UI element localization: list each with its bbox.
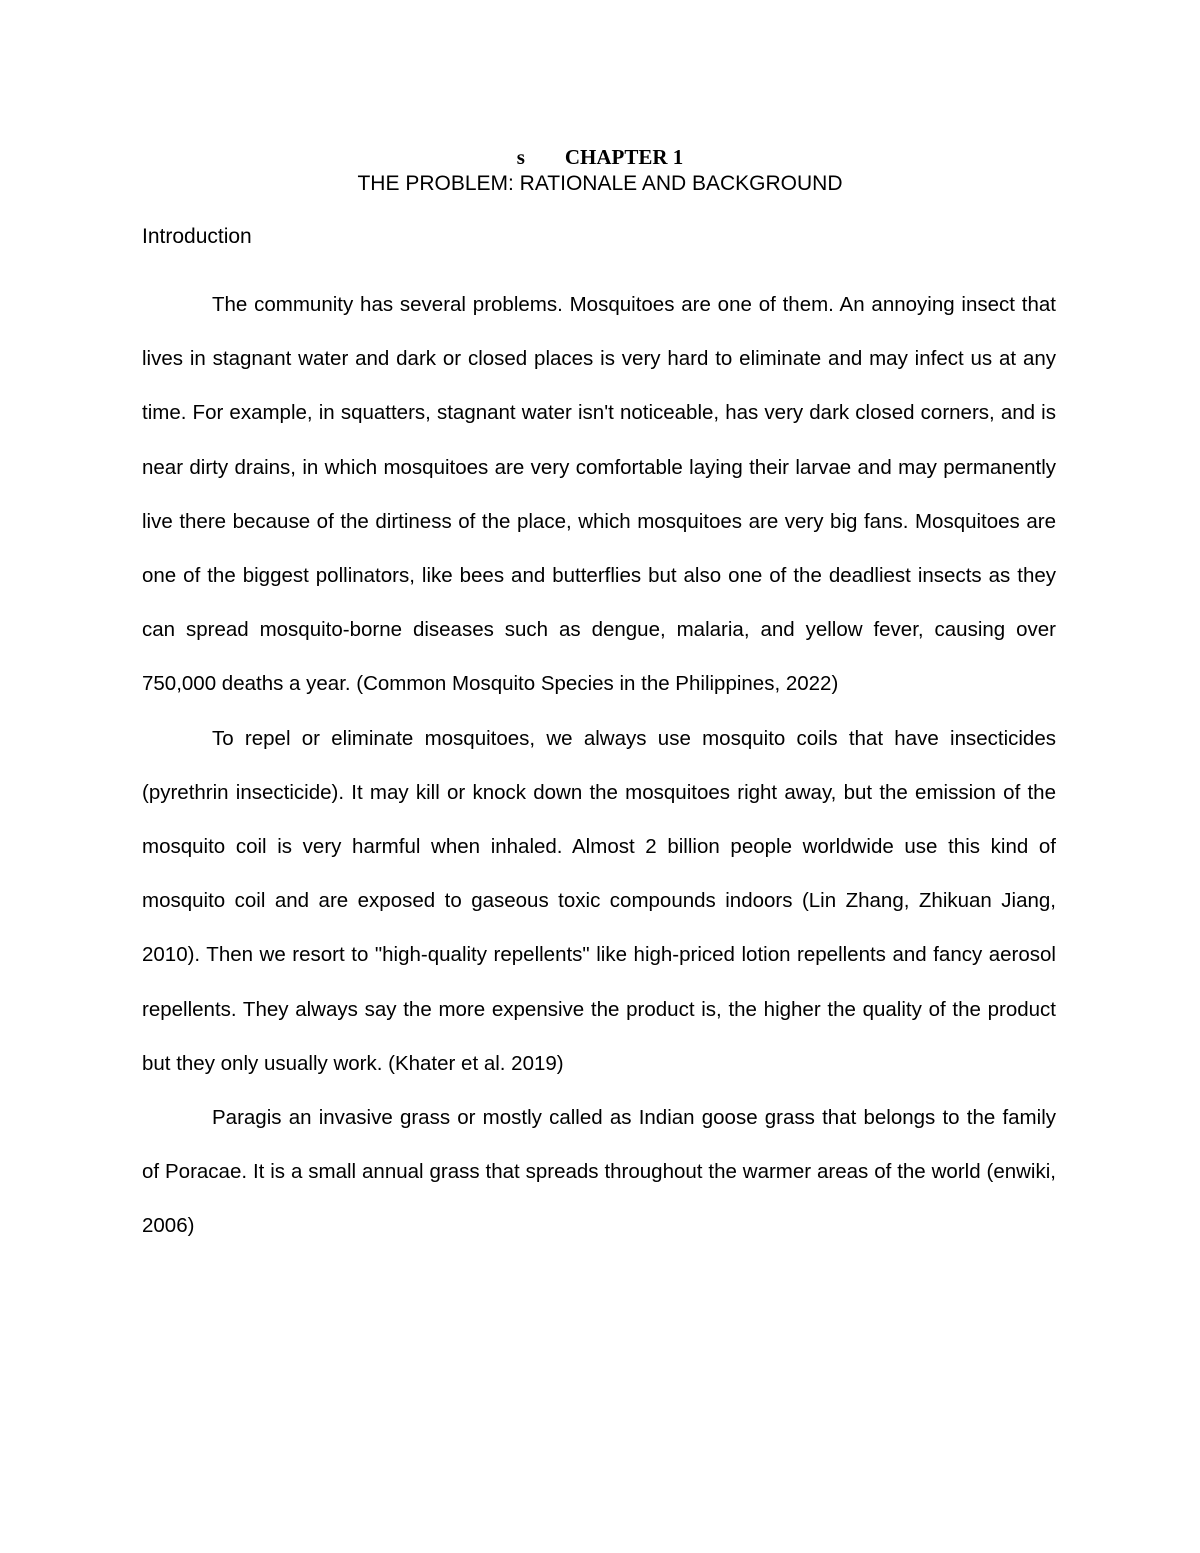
paragraph-repellents: To repel or eliminate mosquitoes, we always use mosquito coils that have insecticides (pyrethrin insecticide). It may kill or knock down the mosquitoes right away, but the emission of the mosquito coil is very harmful when inhaled. Almost 2 billion people worldwide use this kind of mosquito coil and are exposed to gaseous toxic compounds indoors (Lin Zhang, Zhikuan Jiang, 2010). Then we resort to "high-quality repellents" like high-priced lotion repellents and fancy aerosol repellents. They always say the more expensive the product is, the higher the quality of the product but they only usually work. (Khater et al. 2019) [142,726,1056,1075]
body-text [142,278,1056,1254]
chapter-title: CHAPTER 1 [564,145,684,169]
paragraph-paragis: Paragis an invasive grass or mostly called as Indian goose grass that belongs to the family of Poracae. It is a small annual grass that spreads throughout the warmer areas of the world (enwiki, 2006) [142,1106,1056,1238]
chapter-lead-mark: s [516,145,525,169]
chapter-subtitle: THE PROBLEM: RATIONALE AND BACKGROUND [357,172,843,195]
chapter-heading [0,143,1200,171]
paragraph-mosquito-problem: The community has several problems. Mosquitoes are one of them. An annoying insect that lives in stagnant water and dark or closed places is very hard to eliminate and may infect us at any time. For example, in squatters, stagnant water isn't noticeable, has very dark closed corners, and is near dirty drains, in which mosquitoes are very comfortable laying their larvae and may permanently live there because of the dirtiness of the place, which mosquitoes are very big fans. Mosquitoes are one of the biggest pollinators, like bees and butterflies but also one of the deadliest insects as they can spread mosquito-borne diseases such as dengue, malaria, and yellow fever, causing over 750,000 deaths a year. (Common Mosquito Species in the Philippines, 2022) [142,293,1056,696]
section-heading: Introduction [142,225,252,248]
